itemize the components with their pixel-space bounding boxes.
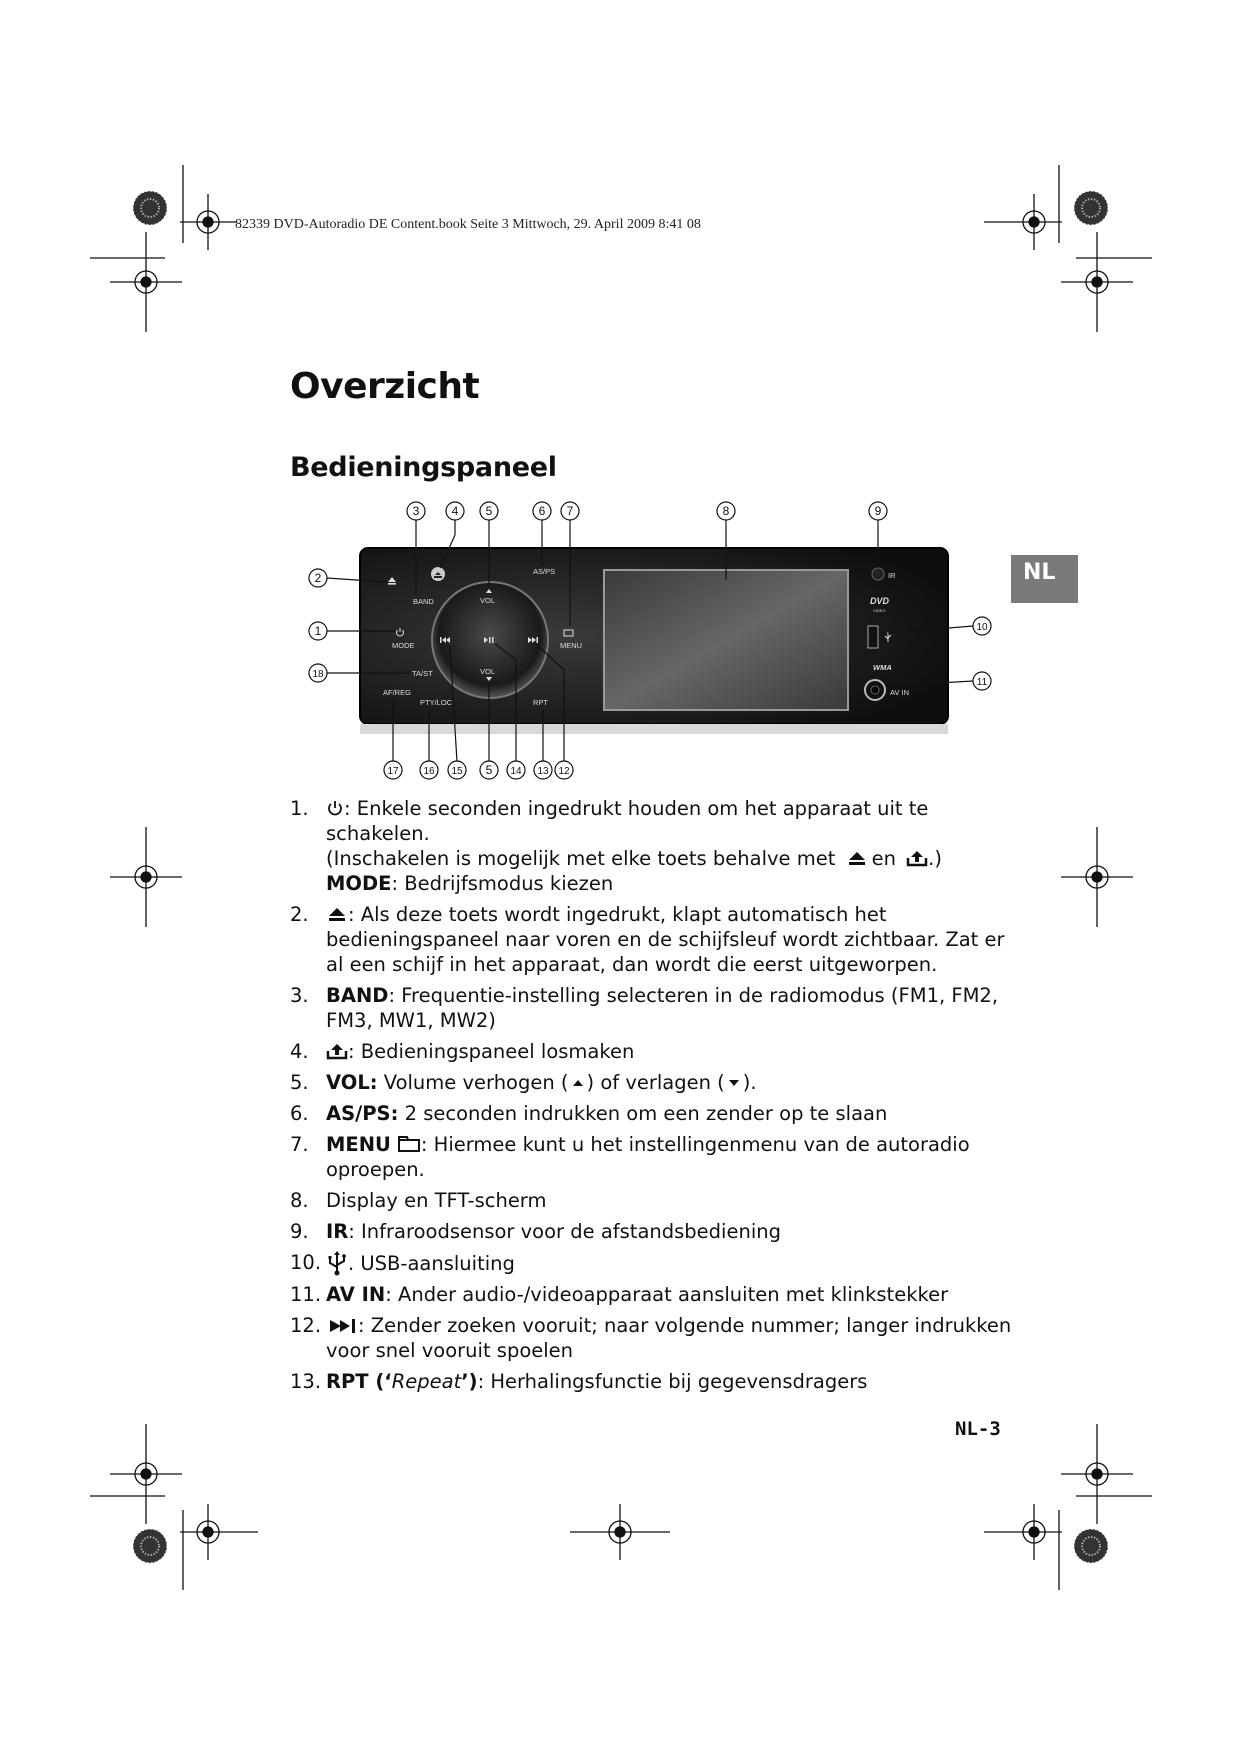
svg-text:18: 18 <box>312 669 324 680</box>
svg-text:4: 4 <box>451 504 459 518</box>
release-icon <box>906 849 928 867</box>
panel-label-wma: WMA <box>873 663 892 672</box>
panel-label-avin: AV IN <box>890 688 910 697</box>
list-item: 5. VOL: Volume verhogen ( ) of verlagen ( ). <box>290 1071 757 1094</box>
svg-text:12: 12 <box>558 766 570 777</box>
svg-text:10: 10 <box>976 622 988 633</box>
svg-text:9: 9 <box>874 504 882 518</box>
list-item: 2. : Als deze toets wordt ingedrukt, klapt automatisch het bedieningspaneel naar voren en de schijfsleuf wordt zichtbaar. Zat er al een schijf in het apparaat, dan wordt die eerst uitgeworpen. <box>290 903 1005 976</box>
panel-label-ir: IR <box>888 571 896 580</box>
svg-text:1: 1 <box>314 624 322 638</box>
svg-text:2: 2 <box>314 571 322 585</box>
panel-label-rpt: RPT <box>533 698 548 707</box>
eject-icon <box>326 906 348 923</box>
svg-text:3: 3 <box>412 504 420 518</box>
svg-text:5: 5 <box>485 504 493 518</box>
list-item: 4. : Bedieningspaneel losmaken <box>290 1040 635 1063</box>
panel-label-menu: MENU <box>560 641 583 650</box>
svg-text:7: 7 <box>566 504 574 518</box>
panel-label-tast: TA/ST <box>412 669 433 678</box>
language-tab: NL <box>1011 555 1078 603</box>
list-item: 8. Display en TFT-scherm <box>290 1189 547 1212</box>
list-item: 1. : Enkele seconden ingedrukt houden om het apparaat uit te schakelen. (Inschakelen is mogelijk met elke toets behalve met en .) MODE: Bedrijfsmodus kiezen <box>290 797 942 895</box>
arrow-up-icon <box>571 1077 585 1089</box>
panel-label-video: VIDEO <box>873 608 886 613</box>
svg-text:11: 11 <box>976 677 988 688</box>
display-screen <box>604 570 848 710</box>
list-item: 12. : Zender zoeken vooruit; naar volgende nummer; langer indrukken voor snel vooruit spoelen <box>290 1314 1012 1362</box>
list-item: 3. BAND: Frequentie-instelling selecteren in de radiomodus (FM1, FM2, FM3, MW1, MW2) <box>290 984 999 1032</box>
release-icon <box>326 1042 348 1060</box>
ir-sensor <box>872 568 884 580</box>
svg-text:13: 13 <box>537 766 549 777</box>
usb-port <box>868 626 878 648</box>
arrow-down-icon <box>727 1077 741 1089</box>
next-icon <box>328 1316 358 1336</box>
list-item: 6. AS/PS: 2 seconden indrukken om een zender op te slaan <box>290 1102 888 1125</box>
page-number: NL-3 <box>955 1418 1001 1440</box>
list-item: 13. RPT (‘Repeat’): Herhalingsfunctie bij gegevensdragers <box>290 1370 868 1393</box>
svg-text:17: 17 <box>387 766 399 777</box>
svg-text:14: 14 <box>510 766 522 777</box>
svg-text:15: 15 <box>451 766 463 777</box>
panel-label-dvd: DVD <box>870 596 890 606</box>
svg-text:16: 16 <box>423 766 435 777</box>
panel-label-mode: MODE <box>392 641 415 650</box>
svg-text:5: 5 <box>485 763 493 777</box>
header-file-info: 82339 DVD-Autoradio DE Content.book Seite 3 Mittwoch, 29. April 2009 8:41 08 <box>235 217 701 232</box>
list-item: 11. AV IN: Ander audio-/videoapparaat aansluiten met klinkstekker <box>290 1283 949 1306</box>
svg-text:8: 8 <box>722 504 730 518</box>
list-item: 7. MENU : Hiermee kunt u het instellingenmenu van de autoradio oproepen. <box>290 1133 970 1181</box>
section-title: Bedieningspaneel <box>290 452 557 483</box>
usb-icon <box>326 1250 348 1276</box>
power-icon <box>326 800 344 817</box>
eject-icon <box>846 850 868 867</box>
feature-list <box>290 796 1020 1400</box>
panel-label-asps: AS/PS <box>533 567 556 576</box>
list-item: 10. . USB-aansluiting <box>290 1251 515 1275</box>
menu-icon <box>397 1135 421 1153</box>
panel-label-vol-up: VOL <box>480 596 496 605</box>
list-item: 9. IR: Infraroodsensor voor de afstandsbediening <box>290 1220 781 1243</box>
svg-text:6: 6 <box>538 504 546 518</box>
panel-label-afreg: AF/REG <box>383 688 411 697</box>
page-title: Overzicht <box>290 366 480 407</box>
panel-label-band: BAND <box>413 597 434 606</box>
panel-label-ptyloc: PTY/LOC <box>420 698 453 707</box>
control-panel-diagram <box>300 500 1020 785</box>
panel-label-vol-down: VOL <box>480 667 496 676</box>
